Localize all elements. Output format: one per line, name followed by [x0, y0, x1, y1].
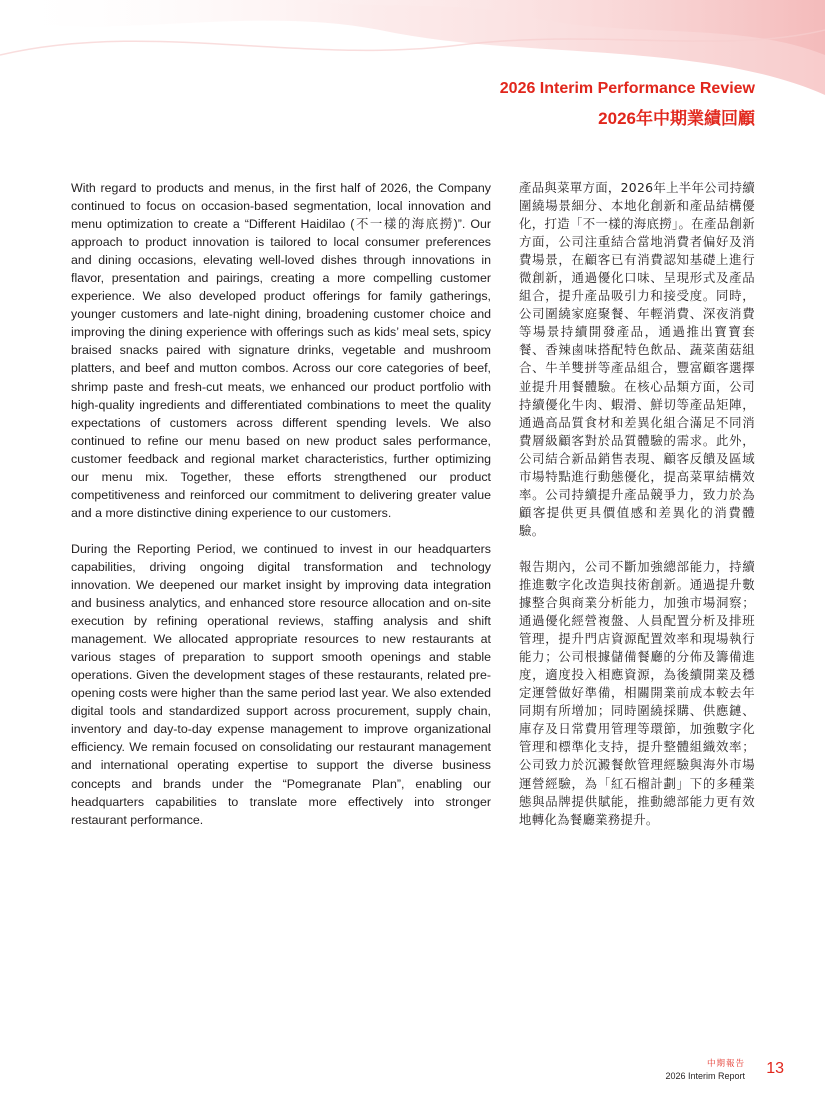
page-title-en: 2026 Interim Performance Review — [499, 80, 755, 97]
chinese-paragraph-products: 產品與菜單方面，2026年上半年公司持續圍繞場景細分、本地化創新和產品結構優化，打造「不一樣的海底撈」。在產品創新方面，公司注重結合當地消費者偏好及消費場景，在顧客已有消費認知基礎上進行微創新，通過優化口味、呈現形式及產品組合，提升產品吸引力和接受度。同時，公司圍繞家庭聚餐、年輕消費、深夜消費等場景持續開發產品，通過推出寶寶套餐、香辣鹵味搭配特色飲品、蔬菜菌菇組合、牛羊雙拼等產品組合，豐富顧客選擇並提升用餐體驗。在核心品類方面，公司持續優化牛肉、蝦滑、鮮切等產品矩陣，通過高品質食材和差異化組合滿足不同消費層級顧客對於品質體驗的需求。此外，公司結合新品銷售表現、顧客反饋及區域市場特點進行動態優化，提高菜單結構效率。公司持續提升產品競爭力，致力於為顧客提供更具價值感和差異化的消費體驗。 — [519, 180, 755, 538]
english-column — [71, 179, 491, 847]
english-paragraph-headquarters: During the Reporting Period, we continued to invest in our headquarters capabilities, driving ongoing digital transformation and technology innovation. We deepened our market insight by improving data integration and business analytics, and enhanced store resource allocation and on-site execution by refining operational reviews, staffing analysis and shift management. We allocated appropriate resources to new restaurants at various stages of preparation to support smooth openings and stable operations. Given the development stages of these restaurants, related pre-opening costs were higher than the same period last year. We also extended digital tools and standardized support across procurement, supply chain, inventory and day-to-day expense management to improve organizational efficiency. We remain focused on consolidating our restaurant management and international operating expertise to support the diverse business concepts and brands under the “Pomegranate Plan”, enabling our headquarters capabilities to translate more effectively into stronger restaurant performance. — [71, 541, 491, 827]
chinese-column — [519, 179, 755, 847]
english-paragraph-products: With regard to products and menus, in the first half of 2026, the Company continued to focus on occasion-based segmentation, local innovation and menu optimization to create a “Different Haidilao (不一樣的海底撈)”. Our approach to product innovation is tailored to local consumer preferences and dining occasions, elevating well-loved dishes through innovations in flavor, presentation and pairings, creating a more compelling customer experience. We also developed product offerings for family gatherings, younger customers and late-night dining, broadening customer choice and improving the dining experience with offerings such as kids’ meal sets, spicy braised snacks paired with signature drinks, vegetable and mushroom platters, and beef and mutton combos. Across our core categories of beef, shrimp paste and fresh-cut meats, we enhanced our product portfolio with high-quality ingredients and differentiated combinations to meet the quality expectations of customers across different spending levels. We also continued to refine our menu based on new product sales performance, customer feedback and regional market characteristics, further optimizing our menu mix. Together, these efforts strengthened our product competitiveness and reinforced our commitment to delivering greater value and a more distinctive dining experience to our customers. — [71, 181, 491, 520]
footer-report-zh: 中期報告 — [706, 1058, 745, 1068]
page-number: 13 — [766, 1060, 784, 1077]
footer-report-en: 2026 Interim Report — [665, 1071, 745, 1081]
chinese-paragraph-headquarters: 報告期內，公司不斷加強總部能力，持續推進數字化改造與技術創新。通過提升數據整合與商業分析能力，加強市場洞察；通過優化經營複盤、人員配置分析及排班管理，提升門店資源配置效率和現場執行能力；公司根據儲備餐廳的分佈及籌備進度，適度投入相應資源，為後續開業及穩定運營做好準備，相關開業前成本較去年同期有所增加；同時圍繞採購、供應鏈、庫存及日常費用管理等環節，加強數字化管理和標準化支持，提升整體組織效率；公司致力於沉澱餐飲管理經驗與海外市場運營經驗，為「紅石榴計劃」下的多種業態與品牌提供賦能，推動總部能力更有效地轉化為餐廳業務提升。 — [519, 558, 755, 827]
page-title-zh: 2026年中期業績回顧 — [598, 109, 755, 128]
